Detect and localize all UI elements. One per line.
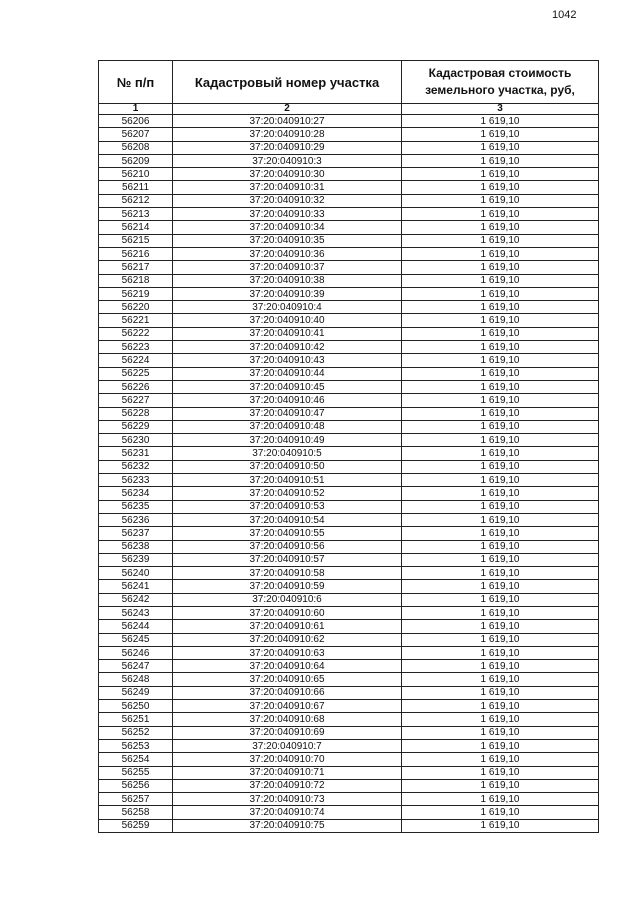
- table-body: [99, 115, 599, 833]
- cadastral-number-cell: 37:20:040910:41: [173, 327, 402, 340]
- cadastral-value-cell: 1 619,10: [402, 460, 599, 473]
- table-row: [99, 261, 599, 274]
- cadastral-number-cell: 37:20:040910:7: [173, 739, 402, 752]
- cadastral-number-cell: 37:20:040910:59: [173, 580, 402, 593]
- row-number-cell: 56239: [99, 553, 173, 566]
- cadastral-value-cell: 1 619,10: [402, 141, 599, 154]
- table-row: [99, 420, 599, 433]
- row-number-cell: 56245: [99, 633, 173, 646]
- row-number-cell: 56246: [99, 646, 173, 659]
- row-number-cell: 56252: [99, 726, 173, 739]
- table-row: [99, 593, 599, 606]
- column-index: 1: [99, 104, 173, 115]
- cadastral-value-cell: 1 619,10: [402, 806, 599, 819]
- row-number-cell: 56243: [99, 606, 173, 619]
- row-number-cell: 56209: [99, 154, 173, 167]
- cadastral-number-cell: 37:20:040910:32: [173, 194, 402, 207]
- cadastral-value-cell: 1 619,10: [402, 474, 599, 487]
- row-number-cell: 56221: [99, 314, 173, 327]
- table-row: [99, 287, 599, 300]
- row-number-cell: 56211: [99, 181, 173, 194]
- table-row: [99, 301, 599, 314]
- cadastral-number-cell: 37:20:040910:50: [173, 460, 402, 473]
- header-row: [99, 61, 599, 104]
- cadastral-number-cell: 37:20:040910:6: [173, 593, 402, 606]
- cadastral-value-cell: 1 619,10: [402, 779, 599, 792]
- header-row-number: № п/п: [99, 61, 173, 104]
- cadastral-number-cell: 37:20:040910:57: [173, 553, 402, 566]
- table-row: [99, 247, 599, 260]
- row-number-cell: 56254: [99, 753, 173, 766]
- row-number-cell: 56258: [99, 806, 173, 819]
- cadastral-number-cell: 37:20:040910:37: [173, 261, 402, 274]
- row-number-cell: 56219: [99, 287, 173, 300]
- cadastral-value-cell: 1 619,10: [402, 447, 599, 460]
- row-number-cell: 56237: [99, 527, 173, 540]
- row-number-cell: 56241: [99, 580, 173, 593]
- cadastral-value-cell: 1 619,10: [402, 567, 599, 580]
- row-number-cell: 56210: [99, 168, 173, 181]
- cadastral-value-cell: 1 619,10: [402, 434, 599, 447]
- cadastral-value-cell: 1 619,10: [402, 527, 599, 540]
- table-row: [99, 141, 599, 154]
- cadastral-number-cell: 37:20:040910:54: [173, 513, 402, 526]
- row-number-cell: 56212: [99, 194, 173, 207]
- table-row: [99, 633, 599, 646]
- cadastral-number-cell: 37:20:040910:51: [173, 474, 402, 487]
- cadastral-value-cell: 1 619,10: [402, 753, 599, 766]
- row-number-cell: 56214: [99, 221, 173, 234]
- table-row: [99, 686, 599, 699]
- row-number-cell: 56220: [99, 301, 173, 314]
- cadastral-value-cell: 1 619,10: [402, 407, 599, 420]
- cadastral-value-cell: 1 619,10: [402, 181, 599, 194]
- cadastral-number-cell: 37:20:040910:28: [173, 128, 402, 141]
- table-row: [99, 700, 599, 713]
- table-row: [99, 527, 599, 540]
- cadastral-value-cell: 1 619,10: [402, 766, 599, 779]
- cadastral-value-cell: 1 619,10: [402, 261, 599, 274]
- table-row: [99, 314, 599, 327]
- cadastral-value-cell: 1 619,10: [402, 394, 599, 407]
- cadastral-value-cell: 1 619,10: [402, 327, 599, 340]
- cadastral-value-cell: 1 619,10: [402, 700, 599, 713]
- cadastral-value-cell: 1 619,10: [402, 713, 599, 726]
- row-number-cell: 56226: [99, 380, 173, 393]
- cadastral-value-cell: 1 619,10: [402, 819, 599, 832]
- table-row: [99, 407, 599, 420]
- table-row: [99, 726, 599, 739]
- table-row: [99, 128, 599, 141]
- table-row: [99, 779, 599, 792]
- table-row: [99, 580, 599, 593]
- table-row: [99, 460, 599, 473]
- cadastral-value-cell: 1 619,10: [402, 606, 599, 619]
- row-number-cell: 56223: [99, 341, 173, 354]
- cadastral-value-cell: 1 619,10: [402, 593, 599, 606]
- cadastral-value-cell: 1 619,10: [402, 686, 599, 699]
- cadastral-value-cell: 1 619,10: [402, 168, 599, 181]
- table-row: [99, 154, 599, 167]
- row-number-cell: 56257: [99, 793, 173, 806]
- cadastral-value-cell: 1 619,10: [402, 580, 599, 593]
- row-number-cell: 56253: [99, 739, 173, 752]
- cadastral-number-cell: 37:20:040910:49: [173, 434, 402, 447]
- row-number-cell: 56233: [99, 474, 173, 487]
- cadastral-number-cell: 37:20:040910:48: [173, 420, 402, 433]
- header-cadastral-value: Кадастровая стоимость земельного участка, руб,: [402, 61, 599, 104]
- table-row: [99, 327, 599, 340]
- table-row: [99, 753, 599, 766]
- row-number-cell: 56242: [99, 593, 173, 606]
- row-number-cell: 56208: [99, 141, 173, 154]
- table-row: [99, 367, 599, 380]
- cadastral-value-cell: 1 619,10: [402, 660, 599, 673]
- row-number-cell: 56225: [99, 367, 173, 380]
- cadastral-number-cell: 37:20:040910:46: [173, 394, 402, 407]
- cadastral-number-cell: 37:20:040910:47: [173, 407, 402, 420]
- table-row: [99, 739, 599, 752]
- row-number-cell: 56244: [99, 620, 173, 633]
- table-row: [99, 487, 599, 500]
- table-row: [99, 540, 599, 553]
- table-row: [99, 115, 599, 128]
- cadastral-number-cell: 37:20:040910:56: [173, 540, 402, 553]
- row-number-cell: 56234: [99, 487, 173, 500]
- cadastral-number-cell: 37:20:040910:39: [173, 287, 402, 300]
- row-number-cell: 56236: [99, 513, 173, 526]
- cadastral-value-cell: 1 619,10: [402, 500, 599, 513]
- table-row: [99, 673, 599, 686]
- table-row: [99, 620, 599, 633]
- cadastral-number-cell: 37:20:040910:72: [173, 779, 402, 792]
- cadastral-number-cell: 37:20:040910:71: [173, 766, 402, 779]
- cadastral-value-cell: 1 619,10: [402, 154, 599, 167]
- table-row: [99, 194, 599, 207]
- page-number: 1042: [552, 9, 577, 21]
- cadastral-number-cell: 37:20:040910:69: [173, 726, 402, 739]
- cadastral-number-cell: 37:20:040910:75: [173, 819, 402, 832]
- cadastral-number-cell: 37:20:040910:68: [173, 713, 402, 726]
- column-index: 2: [173, 104, 402, 115]
- row-number-cell: 56216: [99, 247, 173, 260]
- cadastral-number-cell: 37:20:040910:65: [173, 673, 402, 686]
- table-row: [99, 567, 599, 580]
- table-row: [99, 806, 599, 819]
- cadastral-number-cell: 37:20:040910:29: [173, 141, 402, 154]
- table-row: [99, 168, 599, 181]
- cadastral-value-cell: 1 619,10: [402, 367, 599, 380]
- cadastral-value-cell: 1 619,10: [402, 247, 599, 260]
- table-row: [99, 434, 599, 447]
- cadastral-value-cell: 1 619,10: [402, 287, 599, 300]
- cadastral-number-cell: 37:20:040910:52: [173, 487, 402, 500]
- table-row: [99, 447, 599, 460]
- cadastral-value-cell: 1 619,10: [402, 301, 599, 314]
- cadastral-number-cell: 37:20:040910:58: [173, 567, 402, 580]
- cadastral-value-cell: 1 619,10: [402, 739, 599, 752]
- row-number-cell: 56231: [99, 447, 173, 460]
- row-number-cell: 56250: [99, 700, 173, 713]
- cadastral-value-cell: 1 619,10: [402, 341, 599, 354]
- row-number-cell: 56238: [99, 540, 173, 553]
- table-row: [99, 354, 599, 367]
- cadastral-value-cell: 1 619,10: [402, 115, 599, 128]
- table-row: [99, 513, 599, 526]
- cadastral-value-cell: 1 619,10: [402, 646, 599, 659]
- row-number-cell: 56207: [99, 128, 173, 141]
- row-number-cell: 56240: [99, 567, 173, 580]
- cadastral-value-cell: 1 619,10: [402, 314, 599, 327]
- table-row: [99, 713, 599, 726]
- row-number-cell: 56227: [99, 394, 173, 407]
- cadastral-number-cell: 37:20:040910:36: [173, 247, 402, 260]
- column-index: 3: [402, 104, 599, 115]
- row-number-cell: 56215: [99, 234, 173, 247]
- table-row: [99, 500, 599, 513]
- cadastral-value-cell: 1 619,10: [402, 726, 599, 739]
- cadastral-number-cell: 37:20:040910:55: [173, 527, 402, 540]
- cadastral-value-cell: 1 619,10: [402, 420, 599, 433]
- cadastral-value-cell: 1 619,10: [402, 620, 599, 633]
- row-number-cell: 56235: [99, 500, 173, 513]
- cadastral-number-cell: 37:20:040910:31: [173, 181, 402, 194]
- cadastral-number-cell: 37:20:040910:67: [173, 700, 402, 713]
- table-row: [99, 274, 599, 287]
- cadastral-number-cell: 37:20:040910:74: [173, 806, 402, 819]
- row-number-cell: 56259: [99, 819, 173, 832]
- table-row: [99, 181, 599, 194]
- cadastral-table: [98, 60, 599, 833]
- cadastral-value-cell: 1 619,10: [402, 274, 599, 287]
- table-row: [99, 341, 599, 354]
- cadastral-value-cell: 1 619,10: [402, 354, 599, 367]
- row-number-cell: 56251: [99, 713, 173, 726]
- cadastral-number-cell: 37:20:040910:34: [173, 221, 402, 234]
- cadastral-value-cell: 1 619,10: [402, 673, 599, 686]
- cadastral-number-cell: 37:20:040910:62: [173, 633, 402, 646]
- cadastral-number-cell: 37:20:040910:45: [173, 380, 402, 393]
- row-number-cell: 56228: [99, 407, 173, 420]
- row-number-cell: 56213: [99, 208, 173, 221]
- cadastral-number-cell: 37:20:040910:40: [173, 314, 402, 327]
- table-row: [99, 380, 599, 393]
- cadastral-number-cell: 37:20:040910:33: [173, 208, 402, 221]
- cadastral-number-cell: 37:20:040910:27: [173, 115, 402, 128]
- cadastral-value-cell: 1 619,10: [402, 553, 599, 566]
- row-number-cell: 56247: [99, 660, 173, 673]
- table-row: [99, 394, 599, 407]
- row-number-cell: 56249: [99, 686, 173, 699]
- table-row: [99, 766, 599, 779]
- table-row: [99, 474, 599, 487]
- column-index-row: [99, 104, 599, 115]
- cadastral-value-cell: 1 619,10: [402, 208, 599, 221]
- row-number-cell: 56230: [99, 434, 173, 447]
- row-number-cell: 56256: [99, 779, 173, 792]
- row-number-cell: 56224: [99, 354, 173, 367]
- cadastral-number-cell: 37:20:040910:63: [173, 646, 402, 659]
- cadastral-value-cell: 1 619,10: [402, 487, 599, 500]
- cadastral-number-cell: 37:20:040910:3: [173, 154, 402, 167]
- cadastral-value-cell: 1 619,10: [402, 793, 599, 806]
- cadastral-number-cell: 37:20:040910:43: [173, 354, 402, 367]
- cadastral-number-cell: 37:20:040910:5: [173, 447, 402, 460]
- table-row: [99, 660, 599, 673]
- cadastral-value-cell: 1 619,10: [402, 513, 599, 526]
- header-cadastral-number: Кадастровый номер участка: [173, 61, 402, 104]
- row-number-cell: 56229: [99, 420, 173, 433]
- row-number-cell: 56232: [99, 460, 173, 473]
- cadastral-number-cell: 37:20:040910:70: [173, 753, 402, 766]
- table-row: [99, 234, 599, 247]
- row-number-cell: 56218: [99, 274, 173, 287]
- table-row: [99, 606, 599, 619]
- row-number-cell: 56222: [99, 327, 173, 340]
- table-row: [99, 221, 599, 234]
- cadastral-value-cell: 1 619,10: [402, 540, 599, 553]
- cadastral-value-cell: 1 619,10: [402, 380, 599, 393]
- cadastral-number-cell: 37:20:040910:42: [173, 341, 402, 354]
- row-number-cell: 56248: [99, 673, 173, 686]
- cadastral-value-cell: 1 619,10: [402, 234, 599, 247]
- table-row: [99, 553, 599, 566]
- cadastral-number-cell: 37:20:040910:53: [173, 500, 402, 513]
- cadastral-number-cell: 37:20:040910:66: [173, 686, 402, 699]
- cadastral-number-cell: 37:20:040910:35: [173, 234, 402, 247]
- cadastral-number-cell: 37:20:040910:38: [173, 274, 402, 287]
- row-number-cell: 56217: [99, 261, 173, 274]
- table-row: [99, 208, 599, 221]
- cadastral-number-cell: 37:20:040910:73: [173, 793, 402, 806]
- cadastral-number-cell: 37:20:040910:44: [173, 367, 402, 380]
- cadastral-value-cell: 1 619,10: [402, 633, 599, 646]
- cadastral-number-cell: 37:20:040910:30: [173, 168, 402, 181]
- cadastral-number-cell: 37:20:040910:64: [173, 660, 402, 673]
- cadastral-value-cell: 1 619,10: [402, 194, 599, 207]
- table-row: [99, 793, 599, 806]
- cadastral-value-cell: 1 619,10: [402, 128, 599, 141]
- cadastral-number-cell: 37:20:040910:60: [173, 606, 402, 619]
- row-number-cell: 56206: [99, 115, 173, 128]
- table-row: [99, 646, 599, 659]
- cadastral-number-cell: 37:20:040910:61: [173, 620, 402, 633]
- cadastral-value-cell: 1 619,10: [402, 221, 599, 234]
- cadastral-number-cell: 37:20:040910:4: [173, 301, 402, 314]
- table-row: [99, 819, 599, 832]
- row-number-cell: 56255: [99, 766, 173, 779]
